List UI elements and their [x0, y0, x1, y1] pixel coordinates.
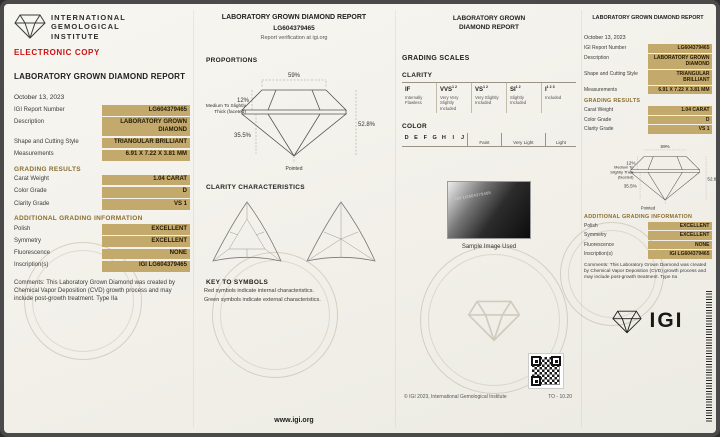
field-label: Description: [584, 54, 610, 61]
color-letter: J: [461, 135, 465, 142]
panel3-title-line1: LABORATORY GROWN: [452, 15, 526, 22]
sample-diamond-photo: [447, 181, 531, 239]
field-value: 6.91 X 7.22 X 3.81 MM: [648, 86, 712, 95]
table-percent-label: 59%: [660, 143, 670, 149]
field-label: IGI Report Number: [14, 106, 65, 113]
culet-description: Pointed: [640, 205, 656, 211]
field-value: TRIANGULAR BRILLIANT: [648, 70, 712, 85]
key-red-note: Red symbols indicate internal characteristics.: [204, 288, 315, 294]
panel2-title: LABORATORY GROWN DIAMOND REPORT: [221, 14, 367, 21]
grade-desc: Very Slightly Included: [475, 94, 499, 106]
proportions-diagram: [204, 68, 384, 170]
report-panel-stub: [584, 12, 720, 335]
field-value: NONE: [102, 249, 190, 260]
field-row-description: [14, 117, 190, 136]
field-value: D: [648, 116, 712, 125]
field-value: 6.91 X 7.22 X 3.81 MM: [102, 150, 190, 161]
field-row-measurements: [14, 150, 190, 161]
brand-line-3: INSTITUTE: [51, 31, 100, 41]
grade-desc: Internally Flawless: [405, 94, 423, 106]
girdle-description: Medium To Slightly Thick (faceted): [205, 104, 246, 115]
field-label: Description: [14, 118, 45, 125]
stub-grading-results-header: GRADING RESULTS: [584, 98, 641, 104]
clarity-scale-label: CLARITY: [402, 71, 433, 79]
field-value: NONE: [648, 241, 712, 250]
field-label: Color Grade: [584, 116, 612, 123]
brand-line-2: GEMOLOGICAL: [51, 22, 120, 32]
stub-comments-text: Comments: This Laboratory Grown Diamond was created by Chemical Vapor Deposition (CVD) growth process and may include post-growth treatment. Type IIa: [584, 262, 707, 281]
key-green-note: Green symbols indicate external characteristics.: [204, 297, 321, 304]
field-label: Carat Weight: [584, 107, 614, 113]
color-letter: E: [414, 135, 418, 142]
clarity-grade-col: [402, 83, 436, 114]
crown-percent-label: 12%: [626, 159, 636, 165]
stub-title: LABORATORY GROWN DIAMOND REPORT: [592, 15, 704, 21]
comments-text: Comments: This Laboratory Grown Diamond was created by Chemical Vapor Deposition (CVD) growth process and may include post-growth treatment. Type IIa: [14, 279, 175, 302]
grade-code: I: [545, 86, 547, 93]
qr-code: [528, 353, 564, 389]
stub-grading-row: [584, 106, 712, 115]
grading-results-header: GRADING RESULTS: [14, 165, 81, 173]
color-range-light: Light: [545, 133, 576, 146]
igi-logo-block: [584, 308, 712, 335]
panel3-title: [402, 15, 576, 33]
clarity-plot-pavilion: [303, 199, 379, 267]
clarity-grade-col: [436, 83, 471, 114]
igi-website: www.igi.org: [274, 417, 314, 424]
grade-code: VS: [475, 86, 484, 93]
qr-finder-icon: [531, 356, 541, 366]
qr-finder-icon: [531, 376, 541, 386]
laser-inscription-text: IGI LG604379465: [454, 190, 492, 202]
girdle-description: Medium To Slightly Thick (faceted): [610, 165, 634, 180]
pavilion-percent-label: 35.5%: [233, 133, 251, 139]
grade-sup: 1 2: [515, 84, 521, 89]
clarity-characteristics-header: CLARITY CHARACTERISTICS: [206, 184, 305, 191]
panel3-title-line2: DIAMOND REPORT: [459, 23, 519, 31]
brand-line-1: INTERNATIONAL: [51, 13, 126, 22]
field-value: EXCELLENT: [648, 222, 712, 231]
report-panel-diagrams: [196, 12, 392, 433]
stub-date: October 13, 2023: [584, 35, 626, 41]
field-label: Symmetry: [14, 237, 41, 244]
field-label: Shape and Cutting Style: [14, 139, 79, 146]
clarity-grade-col: [541, 83, 576, 114]
stub-additional-row: [584, 222, 712, 231]
fold-line: [395, 10, 396, 427]
fold-line: [193, 10, 194, 427]
proportions-header: PROPORTIONS: [206, 57, 258, 64]
verification-note: Report verification at igi.org: [260, 35, 328, 41]
field-value: 1.04 CARAT: [648, 106, 712, 115]
grading-row-carat: [14, 175, 190, 186]
grade-code: IF: [405, 86, 411, 93]
report-panel-scales: [398, 12, 580, 433]
stub-grading-row: [584, 125, 712, 134]
field-value: EXCELLENT: [102, 236, 190, 247]
stub-field-row: [584, 70, 712, 85]
electronic-copy-label: ELECTRONIC COPY: [14, 48, 100, 58]
qr-finder-icon: [551, 356, 561, 366]
color-range-faint: Faint: [467, 133, 501, 146]
color-scale-label: COLOR: [402, 123, 427, 131]
field-row-shape: [14, 138, 190, 149]
report-panel-main: [14, 12, 190, 303]
additional-row-inscription: [14, 261, 190, 272]
additional-row-polish: [14, 224, 190, 235]
form-code: TO - 10.20: [548, 394, 572, 400]
barcode: [706, 291, 712, 423]
field-value: LABORATORY GROWN DIAMOND: [102, 117, 190, 136]
grading-row-color: [14, 187, 190, 198]
color-letters: [402, 133, 467, 146]
field-label: IGI Report Number: [584, 45, 627, 51]
additional-row-symmetry: [14, 236, 190, 247]
field-label: Carat Weight: [14, 176, 49, 183]
crown-percent-label: 12%: [236, 98, 249, 104]
grade-desc: Very Very Slightly Included: [440, 94, 459, 111]
report-title: LABORATORY GROWN DIAMOND REPORT: [14, 72, 186, 82]
culet-description: Pointed: [285, 166, 303, 172]
color-letter: F: [423, 135, 427, 142]
copyright-text: © IGI 2023, International Gemological Institute: [404, 394, 507, 400]
pavilion-percent-label: 35.5%: [623, 183, 637, 189]
grade-sup: 1 2: [452, 84, 458, 89]
stub-proportions-diagram: [584, 138, 720, 211]
clarity-scale-table: [402, 82, 576, 114]
field-value: VS 1: [102, 199, 190, 210]
field-label: Measurements: [584, 86, 618, 93]
additional-row-fluorescence: [14, 249, 190, 260]
grading-row-clarity: [14, 199, 190, 210]
igi-diamond-logo-icon: [612, 308, 642, 335]
grade-code: VVS: [440, 86, 453, 93]
stub-grading-row: [584, 116, 712, 125]
diamond-profile-drawing: [204, 68, 384, 168]
field-label: Fluorescence: [14, 250, 51, 257]
sample-image-caption: Sample Image Used: [461, 244, 517, 251]
color-letter: I: [452, 135, 454, 142]
field-label: Clarity Grade: [584, 126, 614, 132]
field-value: EXCELLENT: [102, 224, 190, 235]
field-value: LG604379465: [102, 105, 190, 116]
field-value: TRIANGULAR BRILLIANT: [102, 138, 190, 149]
field-value: LABORATORY GROWN DIAMOND: [648, 54, 712, 69]
field-value: 1.04 CARAT: [102, 175, 190, 186]
stub-additional-row: [584, 250, 712, 259]
color-range-very-light: Very Light: [501, 133, 545, 146]
table-percent-label: 59%: [287, 73, 301, 79]
field-row-report-number: [14, 105, 190, 116]
stub-field-row: [584, 86, 712, 95]
igi-wordmark: IGI: [649, 309, 684, 333]
color-letter: H: [441, 135, 446, 142]
stub-field-row: [584, 44, 712, 53]
depth-percent-label: 52.8%: [707, 175, 720, 181]
field-label: Polish: [14, 225, 31, 232]
grade-code: SI: [510, 86, 516, 93]
grade-sup: 1 2: [483, 84, 489, 89]
sample-image-block: [402, 181, 576, 250]
report-date: October 13, 2023: [14, 94, 65, 102]
color-letter: D: [404, 135, 409, 142]
color-scale-bar: [402, 133, 576, 147]
igi-diamond-logo-icon: [14, 12, 46, 40]
grading-scales-header: GRADING SCALES: [402, 54, 470, 62]
field-value: IGI LG604379465: [648, 250, 712, 259]
field-label: Inscription(s): [584, 251, 613, 257]
field-value: IGI LG604379465: [102, 261, 190, 272]
field-label: Fluorescence: [584, 241, 615, 248]
clarity-plot-diagrams: [204, 199, 384, 267]
stub-additional-header: ADDITIONAL GRADING INFORMATION: [584, 213, 693, 220]
stub-field-row: [584, 54, 712, 69]
igi-brand-block: [14, 12, 190, 41]
clarity-grade-col: [471, 83, 506, 114]
fold-line: [581, 10, 582, 427]
field-label: Polish: [584, 222, 598, 229]
grade-desc: Slightly Included: [510, 94, 527, 106]
field-label: Measurements: [14, 151, 54, 158]
grade-desc: Included: [545, 94, 562, 100]
grade-sup: 1 2 3: [546, 84, 555, 89]
field-label: Shape and Cutting Style: [584, 70, 638, 77]
color-letter: G: [432, 135, 437, 142]
depth-percent-label: 52.8%: [358, 122, 376, 128]
field-label: Inscription(s): [14, 262, 49, 269]
field-value: D: [102, 187, 190, 198]
brand-name: [51, 12, 126, 41]
additional-grading-header: ADDITIONAL GRADING INFORMATION: [14, 215, 143, 222]
stub-additional-row: [584, 241, 712, 250]
key-to-symbols-header: KEY TO SYMBOLS: [206, 279, 269, 286]
field-label: Symmetry: [584, 232, 607, 238]
stub-additional-row: [584, 231, 712, 240]
field-value: VS 1: [648, 125, 712, 134]
field-label: Clarity Grade: [14, 200, 50, 207]
clarity-grade-col: [506, 83, 541, 114]
field-label: Color Grade: [14, 188, 47, 195]
clarity-plot-crown: [209, 199, 285, 267]
panel2-report-number: LG604379465: [273, 25, 315, 32]
field-value: EXCELLENT: [648, 231, 712, 240]
field-value: LG604379465: [648, 44, 712, 53]
